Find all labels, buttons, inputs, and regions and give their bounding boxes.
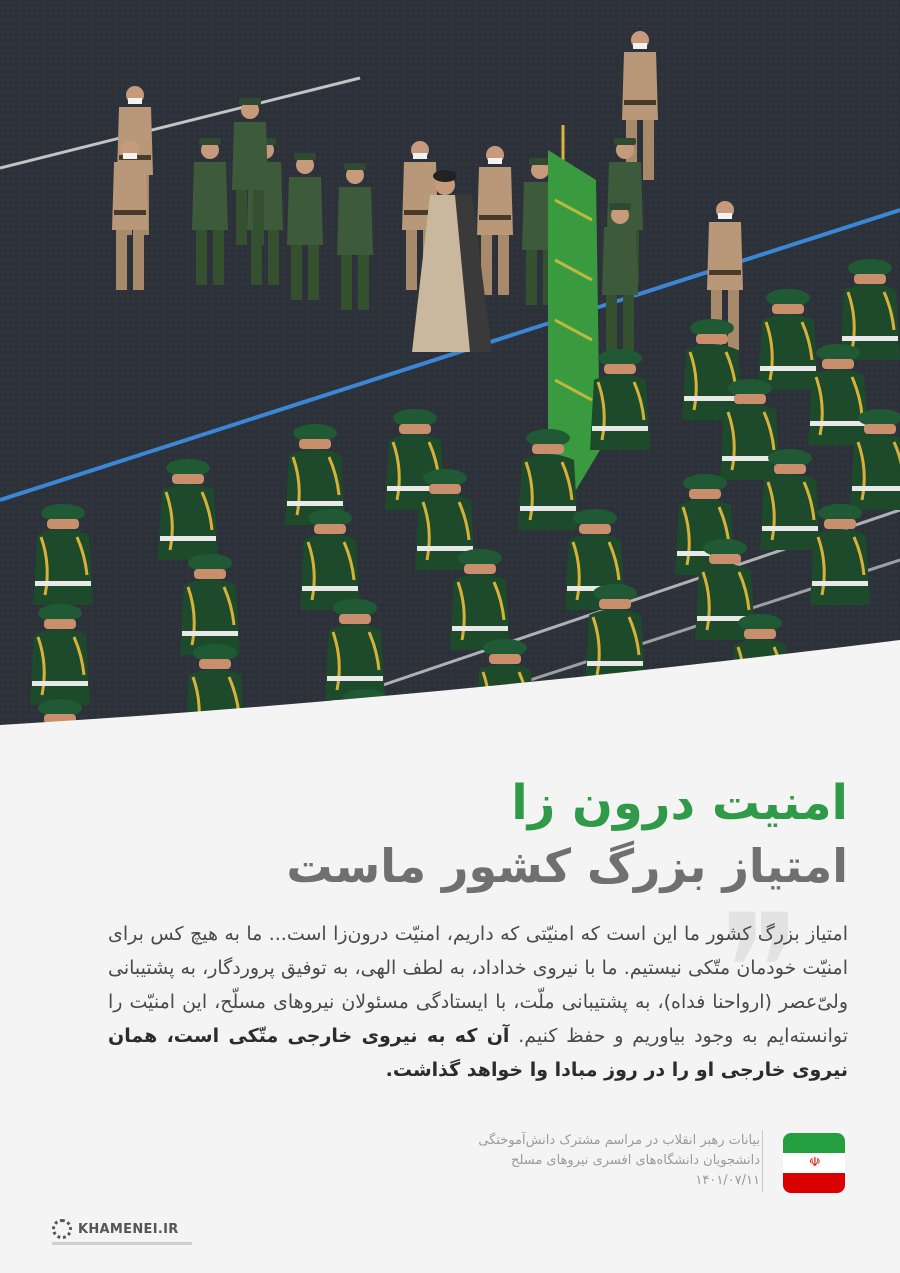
logo-emblem-icon xyxy=(52,1219,72,1239)
logo-text: KHAMENEI.IR xyxy=(78,1221,179,1237)
quote-bold: آن که به نیروی خارجی متّکی است، همان نیروی خارجی او را در روز مبادا وا خواهد گذاشت. xyxy=(108,1025,848,1081)
source-line-1: بیانات رهبر انقلاب در مراسم مشترک دانش‌آموختگی xyxy=(478,1133,760,1148)
flag-green-band xyxy=(783,1133,845,1153)
flag-red-band xyxy=(783,1173,845,1193)
khamenei-logo[interactable] xyxy=(52,1215,179,1243)
text-area xyxy=(0,745,900,1273)
divider xyxy=(762,1130,763,1192)
logo-tagline-bar xyxy=(52,1242,192,1245)
quote-mark-icon: ❞ xyxy=(720,883,801,1057)
flag-emblem-icon: ☫ xyxy=(809,1155,821,1170)
quote-text xyxy=(108,917,848,1087)
headline-primary: امنیت درون زا xyxy=(511,775,848,831)
source-line-2: دانشجویان دانشگاه‌های افسری نیروهای مسلح xyxy=(511,1153,760,1168)
quote-regular: امتیاز بزرگ کشور ما این است که امنیّتی که داریم، امنیّت درون‌زا است... ما به هیچ کس برای امنیّت خودمان متّکی نیستیم. ما با نیروی خداداد، به لطف الهی، به توفیق پروردگار، به پشتیبانی ولیّ‌عصر (ارواحنا فداه)، به پشتیبانی ملّت، با ایستادگی مسئولان نیروهای مسلّح، این امنیّت را توانسته‌ایم به وجود بیاوریم و حفظ کنیم. xyxy=(108,923,848,1047)
source-caption xyxy=(430,1131,760,1191)
source-date: ۱۴۰۱/۰۷/۱۱ xyxy=(695,1173,760,1188)
flag-white-band xyxy=(783,1153,845,1173)
iran-flag-icon xyxy=(783,1133,845,1193)
headline-secondary: امتیاز بزرگ کشور ماست xyxy=(286,839,848,893)
